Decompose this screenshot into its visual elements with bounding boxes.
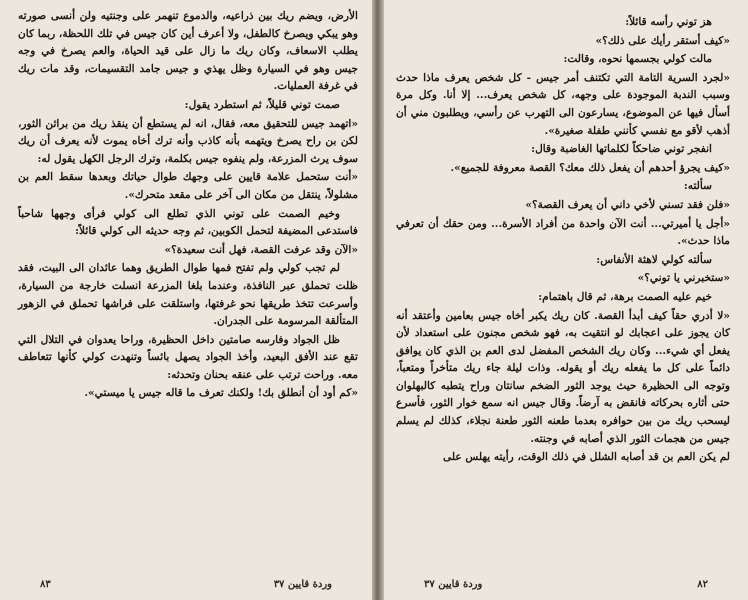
paragraph: مالت كولي بجسمها نحوه، وقالت: [563, 53, 712, 66]
paragraph: الأرض، ويضم ريك بين ذراعيه، والدموع تنهمر على وجنتيه ولن أنسى صورته وهو يبكي ويصرخ كالطفل، ولا أعرف أين كان جيس في تلك اللحظة، ربما كان يطلب الاسعاف، وكان ريك ما زال على قيد الحياة، والعم يصرخ في وجه جيس وهو في السيارة وظل يهذي و جيس جامد التقسيمات، وقد مات ريك في غرفة العمليات. [18, 10, 358, 93]
paragraph: «فلن فقد تسني لأخي داني أن يعرف القصة؟» [525, 198, 730, 211]
left-page-text [18, 8, 358, 403]
paragraph: «ستخبرني يا توني؟» [637, 272, 730, 285]
book-gutter [372, 0, 384, 600]
left-page-footer [40, 579, 332, 590]
paragraph: صمت توني قليلاً، ثم استطرد يقول: [184, 98, 340, 111]
paragraph: سألته: [683, 180, 712, 193]
right-page-number: ٨٢ [697, 579, 708, 590]
paragraph: «أجل يا أميرتي... أنت الآن واحدة من أفراد الأسرة... ومن حقك أن تعرفي ماذا حدث». [396, 217, 730, 248]
paragraph: «لا أدري حقاً كيف أبدأ القصة. كان ريك يكبر أخاه جيس بعامين وأعتقد أنه كان يجوز على اعجابك لو انتقيت به، فهو شخص مجنون على استعداد لأن يفعل أي شيء... وكان ريك الشخص المفضل لدى العم بن الذي كان يوافق دائماً على كل ما يفعله ريك أو يقوله. وذات ليلة جاء ريك متأخراً ومتعباً، وتوجه الى الحظيرة حيث يوجد الثور الضخم سانتان وراح يتطبه كالبهلوان حتى أثاره بحركاته فانقض به آرضاً. وقال جيس انه سمع خوار الثور، فأسرع ليسحب ريك من بين حوافره بعدما طعنه الثور طعنة نجلاء، كذلك لم يسلم جيس من هجمات الثور الذي أصابه في وجنته. [396, 309, 730, 445]
paragraph: خيم عليه الصمت برهة، ثم قال باهتمام: [538, 290, 712, 303]
paragraph: «أنت ستحمل علامة قايين على وجهك طوال حياتك وبعدها سقط العم بن مشلولاً، ينتقل من مكان الى آخر على مقعد متحرك». [18, 171, 358, 201]
right-running-head: وردة قايين ٣٧ [424, 579, 483, 590]
left-page-number: ٨٣ [40, 579, 51, 590]
paragraph: ظل الجواد وفارسه صامتين داخل الحظيرة، وراحا يعدوان في التلال التي تقع عند الأفق البعيد، وأخذ الجواد يصهل بائساً وتنهدت كولي كأنها تتعاطف معه. وراحت ترتب على عنقه بحنان وتحدثه: [18, 333, 358, 381]
paragraph: «كيف يجرؤ أحدهم أن يفعل ذلك معك؟ القصة معروفة للجميع». [450, 161, 730, 174]
paragraph: وخيم الصمت على توني الذي تطلع الى كولي فرأى وجهها شاحباً فاستدعى المضيفة لتحمل الكوبين، ثم وجه حديثه الى كولي قائلاً: [18, 207, 358, 238]
paragraph: لم تجب كولي ولم تفتح فمها طوال الطريق وهما عائدان الى البيت، فقد ظلت تحملق عبر النافذة، وعندما بلغا المزرعة انسلت خارجة من السيارة، وأسرعت تتخذ طريقها نحو غرفتها، واستلقت على فراشها تحملق في الزهور المتألقة المرسومة على الجدران. [18, 262, 358, 328]
paragraph: هز توني رأسه قائلاً: [625, 16, 712, 28]
right-page-text [396, 14, 730, 467]
paragraph: «كم أود أن أنطلق بك! ولكنك تعرف ما قاله جيس يا ميستي». [84, 387, 358, 400]
paragraph: انفجر توني ضاحكاً لكلماتها الغاضبة وقال: [531, 143, 712, 156]
right-page-footer [424, 579, 708, 590]
left-running-head: وردة قايين ٣٧ [273, 579, 332, 590]
paragraph: «لجرد السرية التامة التي تكتنف أمر جيس - كل شخص يعرف ماذا حدث وسبب الندبة الموجودة على وجهه، كل شخص يعرف... إلا أنا. وكل مرة أسأل فيها عن الموضوع، يسارعون الى التهرب عن رأسي، ويطلبون مني أن أذهب لأقو مع نفسي كأنني طفلة صغيرة». [396, 71, 730, 137]
paragraph: «كيف أستقر رأيك على ذلك؟» [595, 34, 730, 47]
paragraph: «الآن وقد عرفت القصة، فهل أنت سعيدة؟» [164, 243, 358, 256]
paragraph: سألته كولي لاهثة الأنفاس: [596, 253, 712, 266]
paragraph: لم يكن العم بن قد أصابه الشلل في ذلك الوقت، رأيته يهلس على [443, 451, 730, 464]
right-page [384, 0, 748, 600]
left-page [0, 0, 372, 600]
paragraph: «اتهمد جيس للتحقيق معه، فقال، انه لم يستطع أن ينقذ ريك من براثن الثور، لكن بن راح يصرخ ويتهمه بأنه كاذب وأنه ترك أخاه يموت لأنه يعرف أن ريك سوف يرث المزرعة، ولم ينفوه جيس بكلمة، وترك الرجل الكهل يقول له: [18, 117, 358, 165]
